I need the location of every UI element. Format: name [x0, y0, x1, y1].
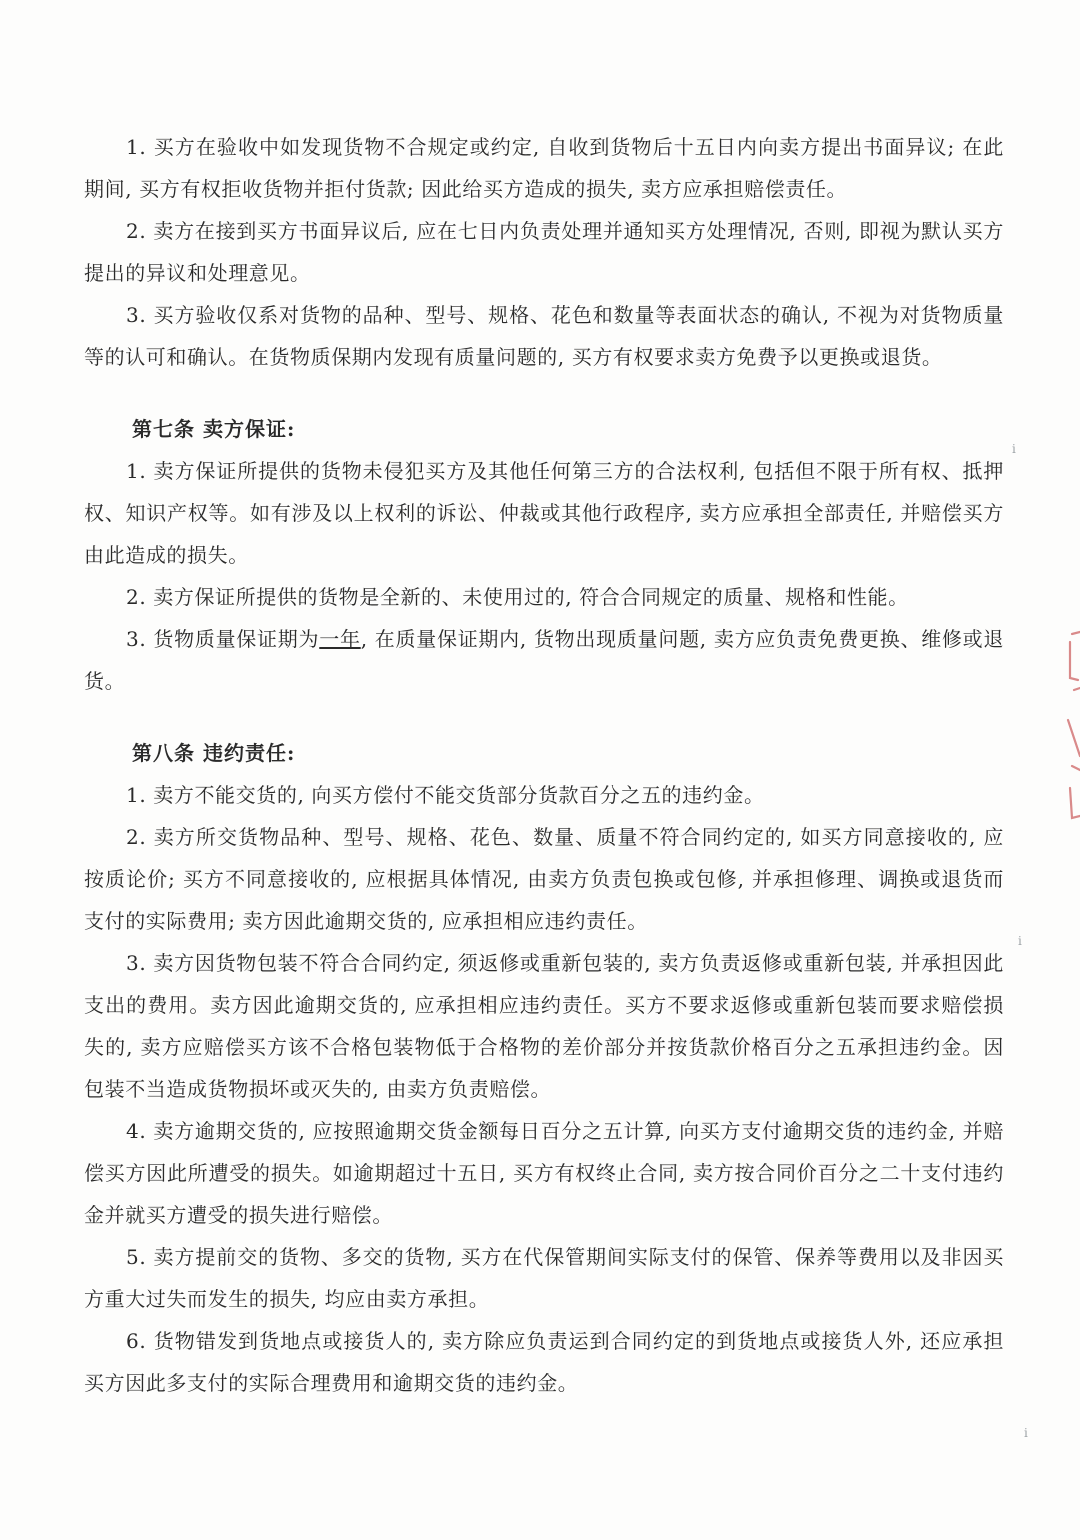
article-8-paragraph-5: 5. 卖方提前交的货物、多交的货物, 买方在代保管期间实际支付的保管、保养等费用以及非因买方重大过失而发生的损失, 均应由卖方承担。: [84, 1245, 1004, 1311]
scan-speck: ⅰ: [1018, 934, 1022, 948]
article-8-paragraph-2: 2. 卖方所交货物品种、型号、规格、花色、数量、质量不符合同约定的, 如买方同意接收的, 应按质论价; 买方不同意接收的, 应根据具体情况, 由卖方负责包换或包修, 并承担修理、调换或退货而支付的实际费用; 卖方因此逾期交货的, 应承担相应违约责任。: [84, 825, 1004, 933]
article-7-paragraph-1: 1. 卖方保证所提供的货物未侵犯买方及其他任何第三方的合法权利, 包括但不限于所有权、抵押权、知识产权等。如有涉及以上权利的诉讼、仲裁或其他行政程序, 卖方应承担全部责任, 并赔偿买方由此造成的损失。: [84, 459, 1004, 567]
warranty-text-after: , 在质量保证期内, 货物出现质量问题, 卖方应负责免费更换、维修或退货。: [84, 627, 1004, 693]
article-8-paragraph-3: 3. 卖方因货物包装不符合合同约定, 须返修或重新包装的, 卖方负责返修或重新包装, 并承担因此支出的费用。卖方因此逾期交货的, 应承担相应违约责任。买方不要求返修或重新包装而要求赔偿损失的, 卖方应赔偿买方该不合格包装物低于合格物的差价部分并按货款价格百分之五承担违约金。因包装不当造成货物损坏或灭失的, 由卖方负责赔偿。: [84, 951, 1004, 1101]
article-7-heading: 第七条 卖方保证:: [132, 417, 296, 441]
stamp-edge-icon: [1058, 628, 1080, 828]
scan-speck: ⅰ: [1012, 442, 1016, 456]
warranty-text-before: 3. 货物质量保证期为: [126, 627, 320, 651]
article-8-paragraph-1: 1. 卖方不能交货的, 向买方偿付不能交货部分货款百分之五的违约金。: [126, 783, 765, 807]
article-8-paragraph-6: 6. 货物错发到货地点或接货人的, 卖方除应负责运到合同约定的到货地点或接货人外, 还应承担买方因此多支付的实际合理费用和逾期交货的违约金。: [84, 1329, 1004, 1395]
article-7-paragraph-3: [84, 618, 1004, 702]
article-7-paragraph-2: 2. 卖方保证所提供的货物是全新的、未使用过的, 符合合同规定的质量、规格和性能。: [126, 585, 909, 609]
warranty-period: 一年: [319, 627, 361, 651]
contract-body: [84, 126, 1004, 1404]
intro-paragraph-1: 1. 买方在验收中如发现货物不合规定或约定, 自收到货物后十五日内向卖方提出书面异议; 在此期间, 买方有权拒收货物并拒付货款; 因此给买方造成的损失, 卖方应承担赔偿责任。: [84, 135, 1004, 201]
scan-speck: ⅰ: [1024, 1426, 1028, 1440]
intro-paragraph-2: 2. 卖方在接到买方书面异议后, 应在七日内负责处理并通知买方处理情况, 否则, 即视为默认买方提出的异议和处理意见。: [84, 219, 1004, 285]
article-8-paragraph-4: 4. 卖方逾期交货的, 应按照逾期交货金额每日百分之五计算, 向买方支付逾期交货的违约金, 并赔偿买方因此所遭受的损失。如逾期超过十五日, 买方有权终止合同, 卖方按合同价百分之二十支付违约金并就买方遭受的损失进行赔偿。: [84, 1119, 1004, 1227]
intro-paragraph-3: 3. 买方验收仅系对货物的品种、型号、规格、花色和数量等表面状态的确认, 不视为对货物质量等的认可和确认。在货物质保期内发现有质量问题的, 买方有权要求卖方免费予以更换或退货。: [84, 303, 1004, 369]
article-8-heading: 第八条 违约责任:: [132, 741, 296, 765]
